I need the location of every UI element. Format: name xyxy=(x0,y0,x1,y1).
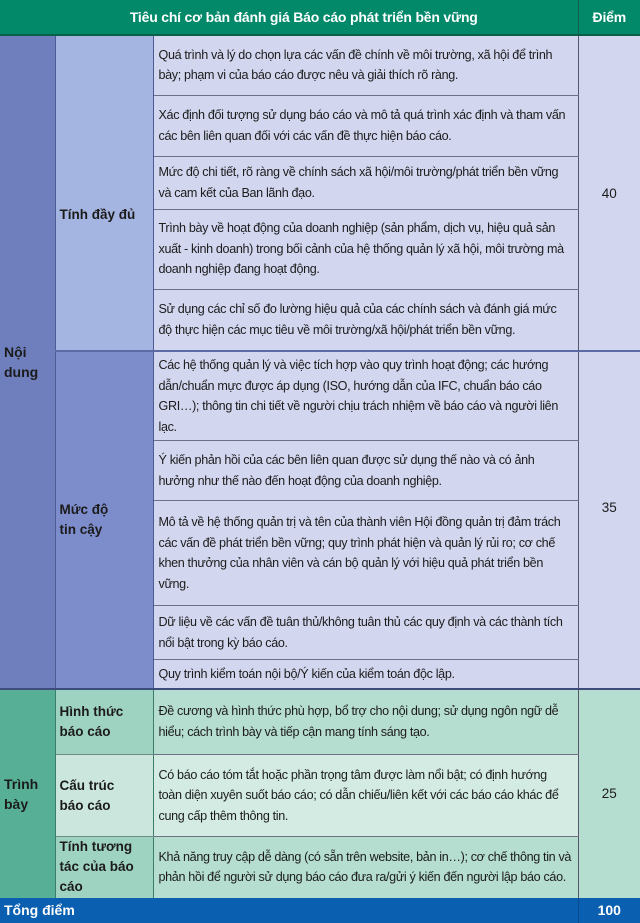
subgroup-points-completeness: 40 xyxy=(578,35,640,351)
criterion-text: Có báo cáo tóm tắt hoặc phần trọng tâm được làm nổi bật; có định hướng toàn diện xuyên suốt báo cáo; có dẫn chiếu/liên kết với các báo cáo khác để cung cấp thêm thông tin. xyxy=(153,755,578,837)
subgroup-label-completeness: Tính đầy đủ xyxy=(55,35,153,351)
table-row xyxy=(0,755,640,837)
criterion-text: Trình bày về hoạt động của doanh nghiệp (sản phẩm, dịch vụ, hiệu quả sản xuất - kinh doanh) trong bối cảnh của hệ thống quản lý xã hội, môi trường mà doanh nghiệp đang hoạt động. xyxy=(153,209,578,289)
table-row xyxy=(0,35,640,95)
criterion-text: Dữ liệu về các vấn đề tuân thủ/không tuân thủ các quy định và các thành tích nổi bật trong kỳ báo cáo. xyxy=(153,606,578,660)
subgroup-label-interactivity: Tính tương tác của báo cáo xyxy=(55,837,153,898)
criterion-text: Quá trình và lý do chọn lựa các vấn đề chính về môi trường, xã hội để trình bày; phạm vi của báo cáo được nêu và giải thích rõ ràng. xyxy=(153,35,578,95)
criterion-text: Các hệ thống quản lý và việc tích hợp vào quy trình hoạt động; các hướng dẫn/chuẩn mực được áp dụng (ISO, hướng dẫn của IFC, chuẩn báo cáo GRI…); thông tin chi tiết về người chịu trách nhiệm về báo cáo và người liên lạc. xyxy=(153,351,578,441)
table-row xyxy=(0,837,640,898)
subgroup-points-reliability: 35 xyxy=(578,351,640,689)
total-value: 100 xyxy=(578,898,640,923)
table-header-row xyxy=(0,0,640,35)
group-label-presentation: Trình bày xyxy=(0,689,55,898)
points-column-header: Điểm xyxy=(578,0,640,35)
subgroup-label-format: Hình thức báo cáo xyxy=(55,689,153,755)
criterion-text: Sử dụng các chỉ số đo lường hiệu quả của các chính sách và đánh giá mức độ thực hiện các mục tiêu về môi trường/xã hội/phát triển bền vững. xyxy=(153,289,578,351)
table-row xyxy=(0,351,640,441)
criterion-text: Mô tả về hệ thống quản trị và tên của thành viên Hội đồng quản trị đảm trách các vấn đề phát triển bền vững; quy trình phát hiện và quản lý rủi ro; cơ chế khen thưởng của nhân viên và cán bộ quản lý với hiệu quả phát triển bền vững. xyxy=(153,501,578,606)
criterion-text: Xác định đối tượng sử dụng báo cáo và mô tả quá trình xác định và tham vấn các bên liên quan đối với các vấn đề thực hiện báo cáo. xyxy=(153,95,578,156)
total-row xyxy=(0,898,640,923)
criterion-text: Mức độ chi tiết, rõ ràng về chính sách xã hội/môi trường/phát triển bền vững và cam kết của Ban lãnh đạo. xyxy=(153,156,578,209)
table-row xyxy=(0,689,640,755)
group-label-content: Nội dung xyxy=(0,35,55,689)
criterion-text: Đề cương và hình thức phù hợp, bổ trợ cho nội dung; sử dụng ngôn ngữ dễ hiểu; cách trình bày và tiếp cận mang tính sáng tạo. xyxy=(153,689,578,755)
subgroup-label-structure: Cấu trúc báo cáo xyxy=(55,755,153,837)
criterion-text: Khả năng truy cập dễ dàng (có sẵn trên website, bản in…); cơ chế thông tin và phản hồi để người sử dụng báo cáo đưa ra/gửi ý kiến đến người lập báo cáo. xyxy=(153,837,578,898)
group-points-presentation: 25 xyxy=(578,689,640,898)
criteria-column-header: Tiêu chí cơ bản đánh giá Báo cáo phát triển bền vững xyxy=(0,0,578,35)
subgroup-label-reliability: Mức độ tin cậy xyxy=(55,351,153,689)
criterion-text: Quy trình kiểm toán nội bộ/Ý kiến của kiểm toán độc lập. xyxy=(153,660,578,689)
total-label: Tổng điểm xyxy=(0,898,578,923)
criterion-text: Ý kiến phản hồi của các bên liên quan được sử dụng thế nào và có ảnh hưởng như thế nào đến hoạt động của doanh nghiệp. xyxy=(153,441,578,501)
